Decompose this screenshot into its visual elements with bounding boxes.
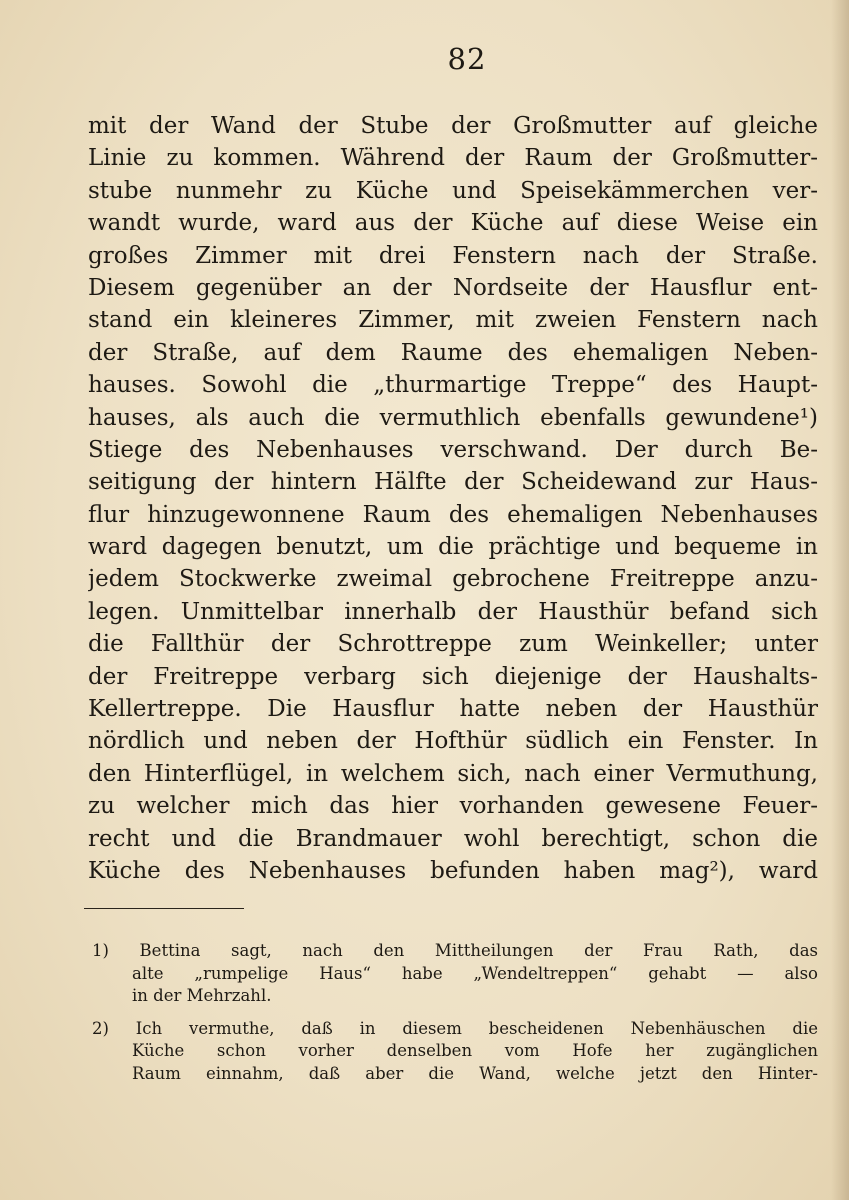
footnote-line: 2) Ich vermuthe, daß in diesem bescheidenen Nebenhäuschen die	[92, 1018, 818, 1038]
footnote-line: Raum einnahm, daß aber die Wand, welche jetzt den Hinter-	[132, 1063, 818, 1083]
body-line: der Freitreppe verbarg sich diejenige der Haushalts-	[88, 663, 818, 690]
body-line: jedem Stockwerke zweimal gebrochene Freitreppe anzu-	[88, 566, 818, 593]
body-line: hauses. Sowohl die „thurmartige Treppe“ des Haupt-	[88, 372, 818, 399]
footnote-line: Küche schon vorher denselben vom Hofe her zugänglichen	[132, 1041, 818, 1060]
body-line: nördlich und neben der Hofthür südlich ein Fenster. In	[88, 728, 818, 755]
body-line: Kellertreppe. Die Hausflur hatte neben der Hausthür	[88, 696, 818, 723]
body-line: hauses, als auch die vermuthlich ebenfalls gewundene¹)	[88, 404, 818, 431]
body-line: seitigung der hintern Hälfte der Scheidewand zur Haus-	[88, 469, 818, 496]
page-number: 82	[447, 42, 487, 76]
body-line: stand ein kleineres Zimmer, mit zweien Fenstern nach	[88, 307, 818, 334]
body-line: Küche des Nebenhauses befunden haben mag²), ward	[88, 857, 818, 884]
footnote-line: in der Mehrzahl.	[132, 986, 272, 1005]
footnote-divider	[84, 908, 244, 909]
footnotes	[92, 940, 818, 1085]
body-line: legen. Unmittelbar innerhalb der Hausthür befand sich	[88, 598, 818, 625]
body-line: mit der Wand der Stube der Großmutter auf gleiche	[88, 113, 818, 139]
body-text	[88, 110, 818, 887]
body-line: stube nunmehr zu Küche und Speisekämmerchen ver-	[88, 177, 818, 204]
footnote-line: 1) Bettina sagt, nach den Mittheilungen der Frau Rath, das	[92, 941, 818, 960]
body-line: recht und die Brandmauer wohl berechtigt, schon die	[88, 825, 818, 852]
body-line: Diesem gegenüber an der Nordseite der Hausflur ent-	[88, 274, 818, 301]
body-line: Linie zu kommen. Während der Raum der Großmutter-	[88, 145, 818, 172]
body-line: wandt wurde, ward aus der Küche auf diese Weise ein	[88, 210, 818, 237]
body-line: zu welcher mich das hier vorhanden gewesene Feuer-	[88, 793, 818, 820]
body-line: großes Zimmer mit drei Fenstern nach der Straße.	[88, 242, 818, 269]
body-line: den Hinterflügel, in welchem sich, nach einer Vermuthung,	[88, 760, 818, 787]
body-line: der Straße, auf dem Raume des ehemaligen Neben-	[88, 339, 818, 366]
body-line: die Fallthür der Schrottreppe zum Weinkeller; unter	[88, 631, 818, 658]
body-line: Stiege des Nebenhauses verschwand. Der durch Be-	[88, 436, 818, 463]
body-line: ward dagegen benutzt, um die prächtige und bequeme in	[88, 534, 818, 561]
page-edge-shadow	[831, 0, 849, 1200]
body-line: flur hinzugewonnene Raum des ehemaligen Nebenhauses	[88, 501, 818, 528]
footnote-line: alte „rumpelige Haus“ habe „Wendeltreppen“ gehabt — also	[132, 963, 818, 983]
